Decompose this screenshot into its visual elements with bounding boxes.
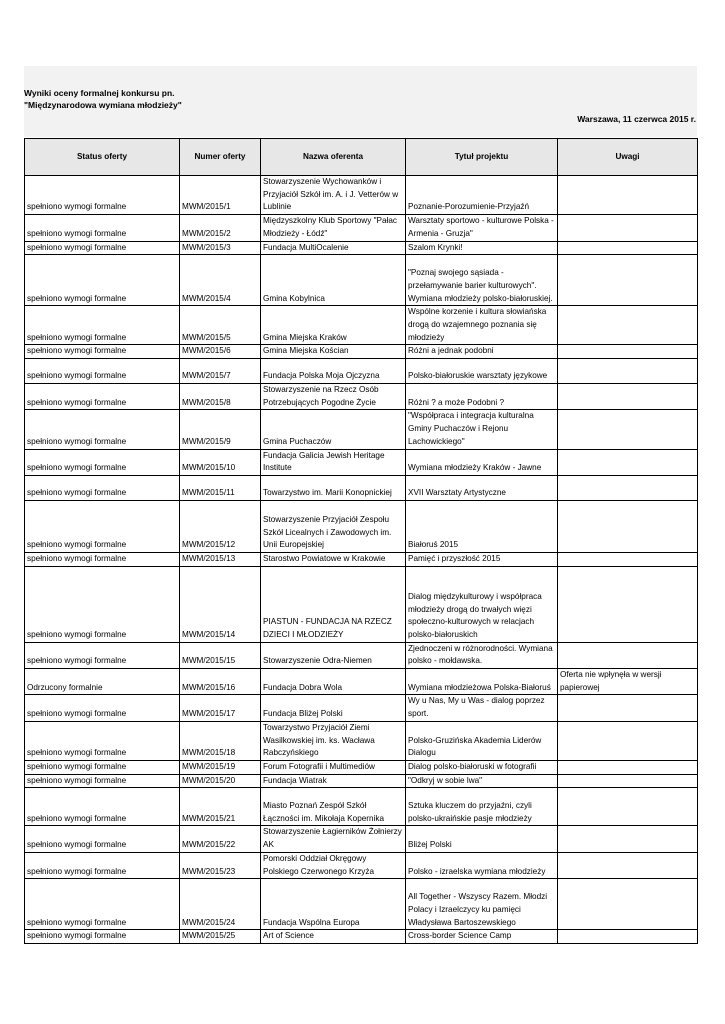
cell-number: MWM/2015/21 — [180, 788, 261, 826]
table-row — [25, 852, 698, 878]
cell-title: Sztuka kluczem do przyjaźni, czyli polsko-ukraińskie pasje młodzieży — [406, 788, 558, 826]
table-row — [25, 879, 698, 930]
cell-name: Fundacja Galicia Jewish Heritage Institute — [261, 449, 406, 475]
table-row — [25, 695, 698, 721]
cell-notes — [558, 384, 698, 410]
cell-name: Fundacja Wiatrak — [261, 774, 406, 788]
cell-name: Stowarzyszenie Łagierników Żołnierzy AK — [261, 826, 406, 852]
cell-name: Fundacja Polska Moja Ojczyzna — [261, 359, 406, 384]
cell-status: spełniono wymogi formalne — [25, 721, 180, 760]
table-row — [25, 359, 698, 384]
header-notes: Uwagi — [558, 139, 698, 176]
cell-status: spełniono wymogi formalne — [25, 695, 180, 721]
cell-title: Poznanie-Porozumienie-Przyjaźń — [406, 176, 558, 215]
cell-notes — [558, 930, 698, 944]
table-row — [25, 241, 698, 255]
cell-status: spełniono wymogi formalne — [25, 930, 180, 944]
cell-number: MWM/2015/8 — [180, 384, 261, 410]
table-row — [25, 826, 698, 852]
place-date: Warszawa, 11 czerwca 2015 r. — [577, 114, 696, 124]
cell-title: Dialog polsko-białoruski w fotografii — [406, 760, 558, 774]
table-row — [25, 788, 698, 826]
cell-number: MWM/2015/7 — [180, 359, 261, 384]
cell-number: MWM/2015/11 — [180, 475, 261, 500]
cell-title: "Odkryj w sobie lwa" — [406, 774, 558, 788]
cell-notes — [558, 852, 698, 878]
cell-name: Stowarzyszenie Odra-Niemen — [261, 642, 406, 668]
cell-title: Wymiana młodzieżowa Polska-Białoruś — [406, 669, 558, 695]
cell-name: Fundacja Dobra Wola — [261, 669, 406, 695]
cell-status: spełniono wymogi formalne — [25, 826, 180, 852]
cell-name: Fundacja MultiOcalenie — [261, 241, 406, 255]
cell-title: Białoruś 2015 — [406, 500, 558, 552]
table-row — [25, 410, 698, 449]
cell-title: Różni a jednak podobni — [406, 345, 558, 359]
cell-status: spełniono wymogi formalne — [25, 852, 180, 878]
cell-notes — [558, 788, 698, 826]
cell-number: MWM/2015/5 — [180, 306, 261, 345]
table-row — [25, 930, 698, 944]
cell-title: Polsko-Gruzińska Akademia Liderów Dialogu — [406, 721, 558, 760]
cell-notes — [558, 642, 698, 668]
table-row — [25, 642, 698, 668]
cell-name: Stowarzyszenie Przyjaciół Zespołu Szkół Licealnych i Zawodowych im. Unii Europejskiej — [261, 500, 406, 552]
cell-title: "Poznaj swojego sąsiada - przełamywanie barier kulturowych". Wymiana młodzieży polsko-białoruskiej. — [406, 255, 558, 306]
cell-notes — [558, 475, 698, 500]
title-line-1: Wyniki oceny formalnej konkursu pn. — [24, 88, 175, 98]
cell-number: MWM/2015/3 — [180, 241, 261, 255]
cell-status: spełniono wymogi formalne — [25, 879, 180, 930]
table-row — [25, 566, 698, 642]
header-number: Numer oferty — [180, 139, 261, 176]
cell-status: spełniono wymogi formalne — [25, 384, 180, 410]
header-status: Status oferty — [25, 139, 180, 176]
cell-status: spełniono wymogi formalne — [25, 410, 180, 449]
cell-number: MWM/2015/13 — [180, 552, 261, 566]
header-name: Nazwa oferenta — [261, 139, 406, 176]
cell-name: Fundacja Wspólna Europa — [261, 879, 406, 930]
cell-name: Stowarzyszenie Wychowanków i Przyjaciół Szkół im. A. i J. Vetterów w Lublinie — [261, 176, 406, 215]
cell-status: spełniono wymogi formalne — [25, 176, 180, 215]
cell-notes — [558, 306, 698, 345]
cell-name: Gmina Miejska Kościan — [261, 345, 406, 359]
cell-name: Towarzystwo Przyjaciół Ziemi Wasilkowskiej im. ks. Wacława Rabczyńskiego — [261, 721, 406, 760]
cell-title: Pamięć i przyszłość 2015 — [406, 552, 558, 566]
table-row — [25, 255, 698, 306]
cell-name: Gmina Kobylnica — [261, 255, 406, 306]
cell-name: Towarzystwo im. Marii Konopnickiej — [261, 475, 406, 500]
cell-notes — [558, 826, 698, 852]
cell-status: spełniono wymogi formalne — [25, 359, 180, 384]
cell-notes — [558, 695, 698, 721]
table-row — [25, 449, 698, 475]
cell-title: Wspólne korzenie i kultura słowiańska drogą do wzajemnego poznania się młodzieży — [406, 306, 558, 345]
cell-notes — [558, 552, 698, 566]
cell-title: Polsko - izraelska wymiana młodzieży — [406, 852, 558, 878]
cell-number: MWM/2015/23 — [180, 852, 261, 878]
cell-status: spełniono wymogi formalne — [25, 241, 180, 255]
cell-number: MWM/2015/2 — [180, 215, 261, 241]
table-row — [25, 475, 698, 500]
cell-status: spełniono wymogi formalne — [25, 475, 180, 500]
cell-status: spełniono wymogi formalne — [25, 500, 180, 552]
cell-number: MWM/2015/22 — [180, 826, 261, 852]
cell-number: MWM/2015/1 — [180, 176, 261, 215]
cell-number: MWM/2015/25 — [180, 930, 261, 944]
table-body — [25, 176, 698, 944]
table-row — [25, 721, 698, 760]
cell-number: MWM/2015/12 — [180, 500, 261, 552]
cell-status: spełniono wymogi formalne — [25, 774, 180, 788]
cell-notes — [558, 359, 698, 384]
cell-status: spełniono wymogi formalne — [25, 255, 180, 306]
cell-title: Polsko-białoruskie warsztaty językowe — [406, 359, 558, 384]
table-row — [25, 176, 698, 215]
table-row — [25, 500, 698, 552]
cell-notes — [558, 255, 698, 306]
cell-status: Odrzucony formalnie — [25, 669, 180, 695]
cell-name: Pomorski Oddział Okręgowy Polskiego Czerwonego Krzyża — [261, 852, 406, 878]
cell-notes — [558, 176, 698, 215]
cell-number: MWM/2015/18 — [180, 721, 261, 760]
cell-status: spełniono wymogi formalne — [25, 345, 180, 359]
cell-name: Miasto Poznań Zespół Szkół Łączności im. Mikołaja Kopernika — [261, 788, 406, 826]
table-row — [25, 760, 698, 774]
table-row — [25, 345, 698, 359]
cell-title: Szalom Krynki! — [406, 241, 558, 255]
cell-name: Forum Fotografii i Multimediów — [261, 760, 406, 774]
table-row — [25, 552, 698, 566]
cell-number: MWM/2015/4 — [180, 255, 261, 306]
cell-notes — [558, 879, 698, 930]
cell-title: XVII Warsztaty Artystyczne — [406, 475, 558, 500]
cell-status: spełniono wymogi formalne — [25, 760, 180, 774]
cell-number: MWM/2015/17 — [180, 695, 261, 721]
cell-number: MWM/2015/14 — [180, 566, 261, 642]
cell-status: spełniono wymogi formalne — [25, 449, 180, 475]
cell-name: Gmina Miejska Kraków — [261, 306, 406, 345]
cell-status: spełniono wymogi formalne — [25, 566, 180, 642]
cell-status: spełniono wymogi formalne — [25, 552, 180, 566]
cell-notes — [558, 241, 698, 255]
cell-name: Art of Science — [261, 930, 406, 944]
cell-number: MWM/2015/9 — [180, 410, 261, 449]
table-header-row — [25, 139, 698, 176]
cell-number: MWM/2015/24 — [180, 879, 261, 930]
results-table — [24, 138, 698, 944]
cell-title: Warsztaty sportowo - kulturowe Polska - Armenia - Gruzja" — [406, 215, 558, 241]
cell-notes: Oferta nie wpłynęła w wersji papierowej — [558, 669, 698, 695]
cell-title: "Współpraca i integracja kulturalna Gminy Puchaczów i Rejonu Lachowickiego" — [406, 410, 558, 449]
cell-status: spełniono wymogi formalne — [25, 788, 180, 826]
cell-number: MWM/2015/10 — [180, 449, 261, 475]
cell-number: MWM/2015/20 — [180, 774, 261, 788]
cell-notes — [558, 566, 698, 642]
cell-notes — [558, 721, 698, 760]
table-row — [25, 215, 698, 241]
header-title: Tytuł projektu — [406, 139, 558, 176]
cell-notes — [558, 215, 698, 241]
cell-notes — [558, 345, 698, 359]
cell-name: Fundacja Bliżej Polski — [261, 695, 406, 721]
cell-notes — [558, 449, 698, 475]
cell-title: Cross-border Science Camp — [406, 930, 558, 944]
cell-title: Dialog międzykulturowy i współpraca młodzieży drogą do trwałych więzi społeczno-kulturowych w relacjach polsko-białoruskich — [406, 566, 558, 642]
cell-number: MWM/2015/16 — [180, 669, 261, 695]
cell-status: spełniono wymogi formalne — [25, 215, 180, 241]
cell-notes — [558, 760, 698, 774]
cell-title: Wy u Nas, My u Was - dialog poprzez sport. — [406, 695, 558, 721]
cell-number: MWM/2015/19 — [180, 760, 261, 774]
table-row — [25, 306, 698, 345]
cell-notes — [558, 500, 698, 552]
table-row — [25, 774, 698, 788]
cell-title: Bliżej Polski — [406, 826, 558, 852]
cell-title: Różni ? a może Podobni ? — [406, 384, 558, 410]
cell-status: spełniono wymogi formalne — [25, 306, 180, 345]
cell-name: Gmina Puchaczów — [261, 410, 406, 449]
cell-name: PIASTUN - FUNDACJA NA RZECZ DZIECI I MŁODZIEŻY — [261, 566, 406, 642]
cell-number: MWM/2015/6 — [180, 345, 261, 359]
cell-number: MWM/2015/15 — [180, 642, 261, 668]
title-line-2: "Międzynarodowa wymiana młodzieży" — [24, 100, 182, 110]
cell-title: All Together - Wszyscy Razem. Młodzi Polacy i Izraelczycy ku pamięci Władysława Bartoszewskiego — [406, 879, 558, 930]
cell-status: spełniono wymogi formalne — [25, 642, 180, 668]
cell-name: Międzyszkolny Klub Sportowy "Pałac Młodzieży - Łódź" — [261, 215, 406, 241]
table-row — [25, 384, 698, 410]
cell-notes — [558, 410, 698, 449]
table-row — [25, 669, 698, 695]
cell-title: Wymiana młodzieży Kraków - Jawne — [406, 449, 558, 475]
cell-name: Stowarzyszenie na Rzecz Osób Potrzebujących Pogodne Życie — [261, 384, 406, 410]
cell-name: Starostwo Powiatowe w Krakowie — [261, 552, 406, 566]
cell-notes — [558, 774, 698, 788]
cell-title: Zjednoczeni w różnorodności. Wymiana polsko - mołdawska. — [406, 642, 558, 668]
document-title — [24, 87, 182, 111]
